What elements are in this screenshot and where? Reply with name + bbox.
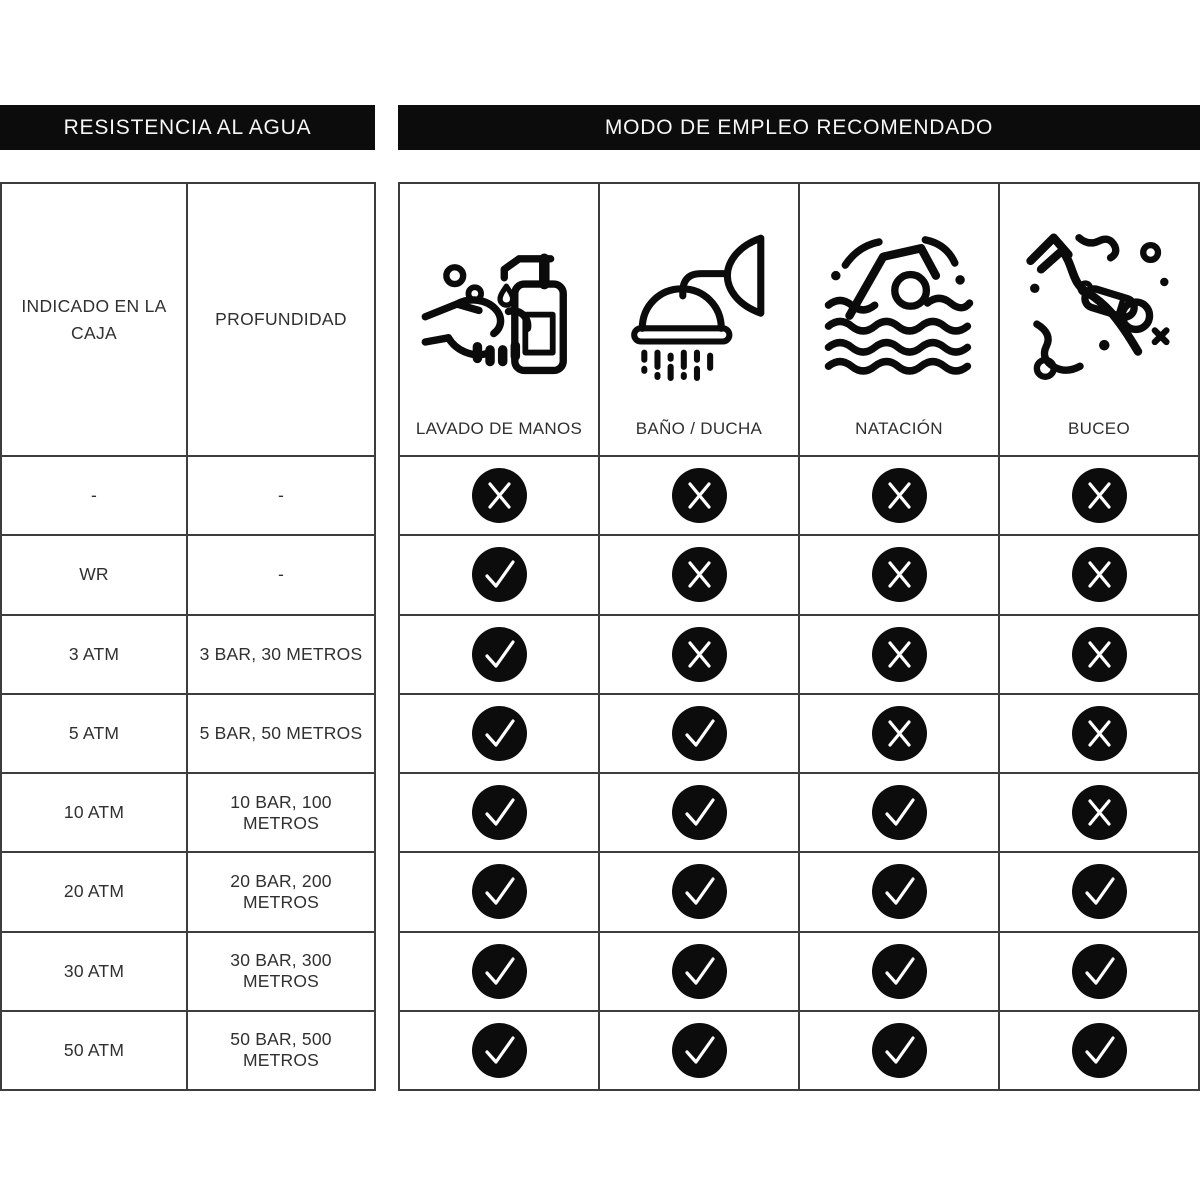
usage-cell bbox=[400, 457, 598, 534]
check-mark-icon bbox=[672, 944, 727, 999]
usage-cell bbox=[600, 853, 798, 930]
depth-cell: 3 BAR, 30 METROS bbox=[188, 616, 374, 693]
left-section-title: RESISTENCIA AL AGUA bbox=[63, 115, 312, 139]
usage-cell bbox=[600, 1012, 798, 1089]
check-mark-icon bbox=[672, 706, 727, 761]
check-mark-icon bbox=[1072, 944, 1127, 999]
usage-cell bbox=[400, 1012, 598, 1089]
usage-cell bbox=[400, 536, 598, 613]
usage-cell bbox=[600, 695, 798, 772]
cross-mark-icon bbox=[872, 547, 927, 602]
activity-column-lavado-de-manos bbox=[400, 184, 598, 455]
usage-cell bbox=[400, 853, 598, 930]
usage-cell bbox=[800, 774, 998, 851]
cross-mark-icon bbox=[872, 706, 927, 761]
usage-cell bbox=[600, 457, 798, 534]
usage-cell bbox=[1000, 1012, 1198, 1089]
check-mark-icon bbox=[472, 785, 527, 840]
depth-cell: - bbox=[188, 536, 374, 613]
usage-cell bbox=[1000, 853, 1198, 930]
check-mark-icon bbox=[672, 864, 727, 919]
depth-cell: 20 BAR, 200 METROS bbox=[188, 853, 374, 930]
usage-cell bbox=[1000, 933, 1198, 1010]
cross-mark-icon bbox=[872, 468, 927, 523]
depth-cell: 30 BAR, 300 METROS bbox=[188, 933, 374, 1010]
scuba-diving-icon bbox=[1000, 184, 1198, 419]
check-mark-icon bbox=[472, 627, 527, 682]
box-marking-cell: 30 ATM bbox=[2, 933, 186, 1010]
activity-column-natacion bbox=[800, 184, 998, 455]
depth-cell: - bbox=[188, 457, 374, 534]
box-marking-cell: 3 ATM bbox=[2, 616, 186, 693]
cross-mark-icon bbox=[672, 627, 727, 682]
swimming-icon bbox=[800, 184, 998, 419]
right-section-title: MODO DE EMPLEO RECOMENDADO bbox=[604, 115, 994, 139]
depth-cell: 5 BAR, 50 METROS bbox=[188, 695, 374, 772]
check-mark-icon bbox=[872, 785, 927, 840]
usage-cell bbox=[800, 695, 998, 772]
box-marking-cell: 10 ATM bbox=[2, 774, 186, 851]
activity-column-bano-ducha bbox=[600, 184, 798, 455]
activity-label: NATACIÓN bbox=[855, 419, 943, 438]
usage-cell bbox=[600, 616, 798, 693]
usage-cell bbox=[400, 695, 598, 772]
usage-cell bbox=[800, 853, 998, 930]
usage-cell bbox=[600, 933, 798, 1010]
usage-cell bbox=[400, 774, 598, 851]
cross-mark-icon bbox=[1072, 547, 1127, 602]
cross-mark-icon bbox=[672, 468, 727, 523]
box-marking-cell: 5 ATM bbox=[2, 695, 186, 772]
usage-cell bbox=[800, 933, 998, 1010]
depth-cell: 50 BAR, 500 METROS bbox=[188, 1012, 374, 1089]
usage-cell bbox=[1000, 695, 1198, 772]
usage-cell bbox=[800, 1012, 998, 1089]
check-mark-icon bbox=[872, 864, 927, 919]
usage-cell bbox=[1000, 536, 1198, 613]
usage-cell bbox=[800, 616, 998, 693]
depth-cell: 10 BAR, 100 METROS bbox=[188, 774, 374, 851]
check-mark-icon bbox=[672, 1023, 727, 1078]
check-mark-icon bbox=[872, 1023, 927, 1078]
activity-label: BAÑO / DUCHA bbox=[635, 419, 763, 438]
usage-cell bbox=[800, 457, 998, 534]
check-mark-icon bbox=[472, 547, 527, 602]
shower-icon bbox=[600, 184, 798, 419]
cross-mark-icon bbox=[672, 547, 727, 602]
cross-mark-icon bbox=[1072, 785, 1127, 840]
usage-cell bbox=[600, 774, 798, 851]
left-section-title-bar bbox=[0, 105, 375, 150]
column-header-profundidad: PROFUNDIDAD bbox=[188, 184, 374, 455]
check-mark-icon bbox=[472, 706, 527, 761]
hand-washing-icon bbox=[400, 184, 598, 419]
activity-label: LAVADO DE MANOS bbox=[415, 419, 583, 438]
usage-cell bbox=[1000, 774, 1198, 851]
check-mark-icon bbox=[672, 785, 727, 840]
usage-cell bbox=[400, 933, 598, 1010]
box-marking-cell: 50 ATM bbox=[2, 1012, 186, 1089]
usage-cell bbox=[1000, 457, 1198, 534]
box-marking-cell: WR bbox=[2, 536, 186, 613]
activity-column-buceo bbox=[1000, 184, 1198, 455]
right-section-title-bar bbox=[398, 105, 1200, 150]
check-mark-icon bbox=[472, 1023, 527, 1078]
activity-label: BUCEO bbox=[1068, 419, 1130, 438]
column-header-indicado-en-la-caja: INDICADO EN LA CAJA bbox=[2, 184, 186, 455]
box-marking-cell: 20 ATM bbox=[2, 853, 186, 930]
cross-mark-icon bbox=[1072, 468, 1127, 523]
check-mark-icon bbox=[472, 864, 527, 919]
cross-mark-icon bbox=[1072, 706, 1127, 761]
water-resistance-table bbox=[0, 182, 376, 1091]
usage-cell bbox=[1000, 616, 1198, 693]
cross-mark-icon bbox=[1072, 627, 1127, 682]
box-marking-cell: - bbox=[2, 457, 186, 534]
usage-cell bbox=[600, 536, 798, 613]
check-mark-icon bbox=[472, 944, 527, 999]
usage-cell bbox=[400, 616, 598, 693]
check-mark-icon bbox=[1072, 1023, 1127, 1078]
check-mark-icon bbox=[1072, 864, 1127, 919]
cross-mark-icon bbox=[472, 468, 527, 523]
cross-mark-icon bbox=[872, 627, 927, 682]
usage-cell bbox=[800, 536, 998, 613]
recommended-usage-table bbox=[398, 182, 1200, 1091]
check-mark-icon bbox=[872, 944, 927, 999]
